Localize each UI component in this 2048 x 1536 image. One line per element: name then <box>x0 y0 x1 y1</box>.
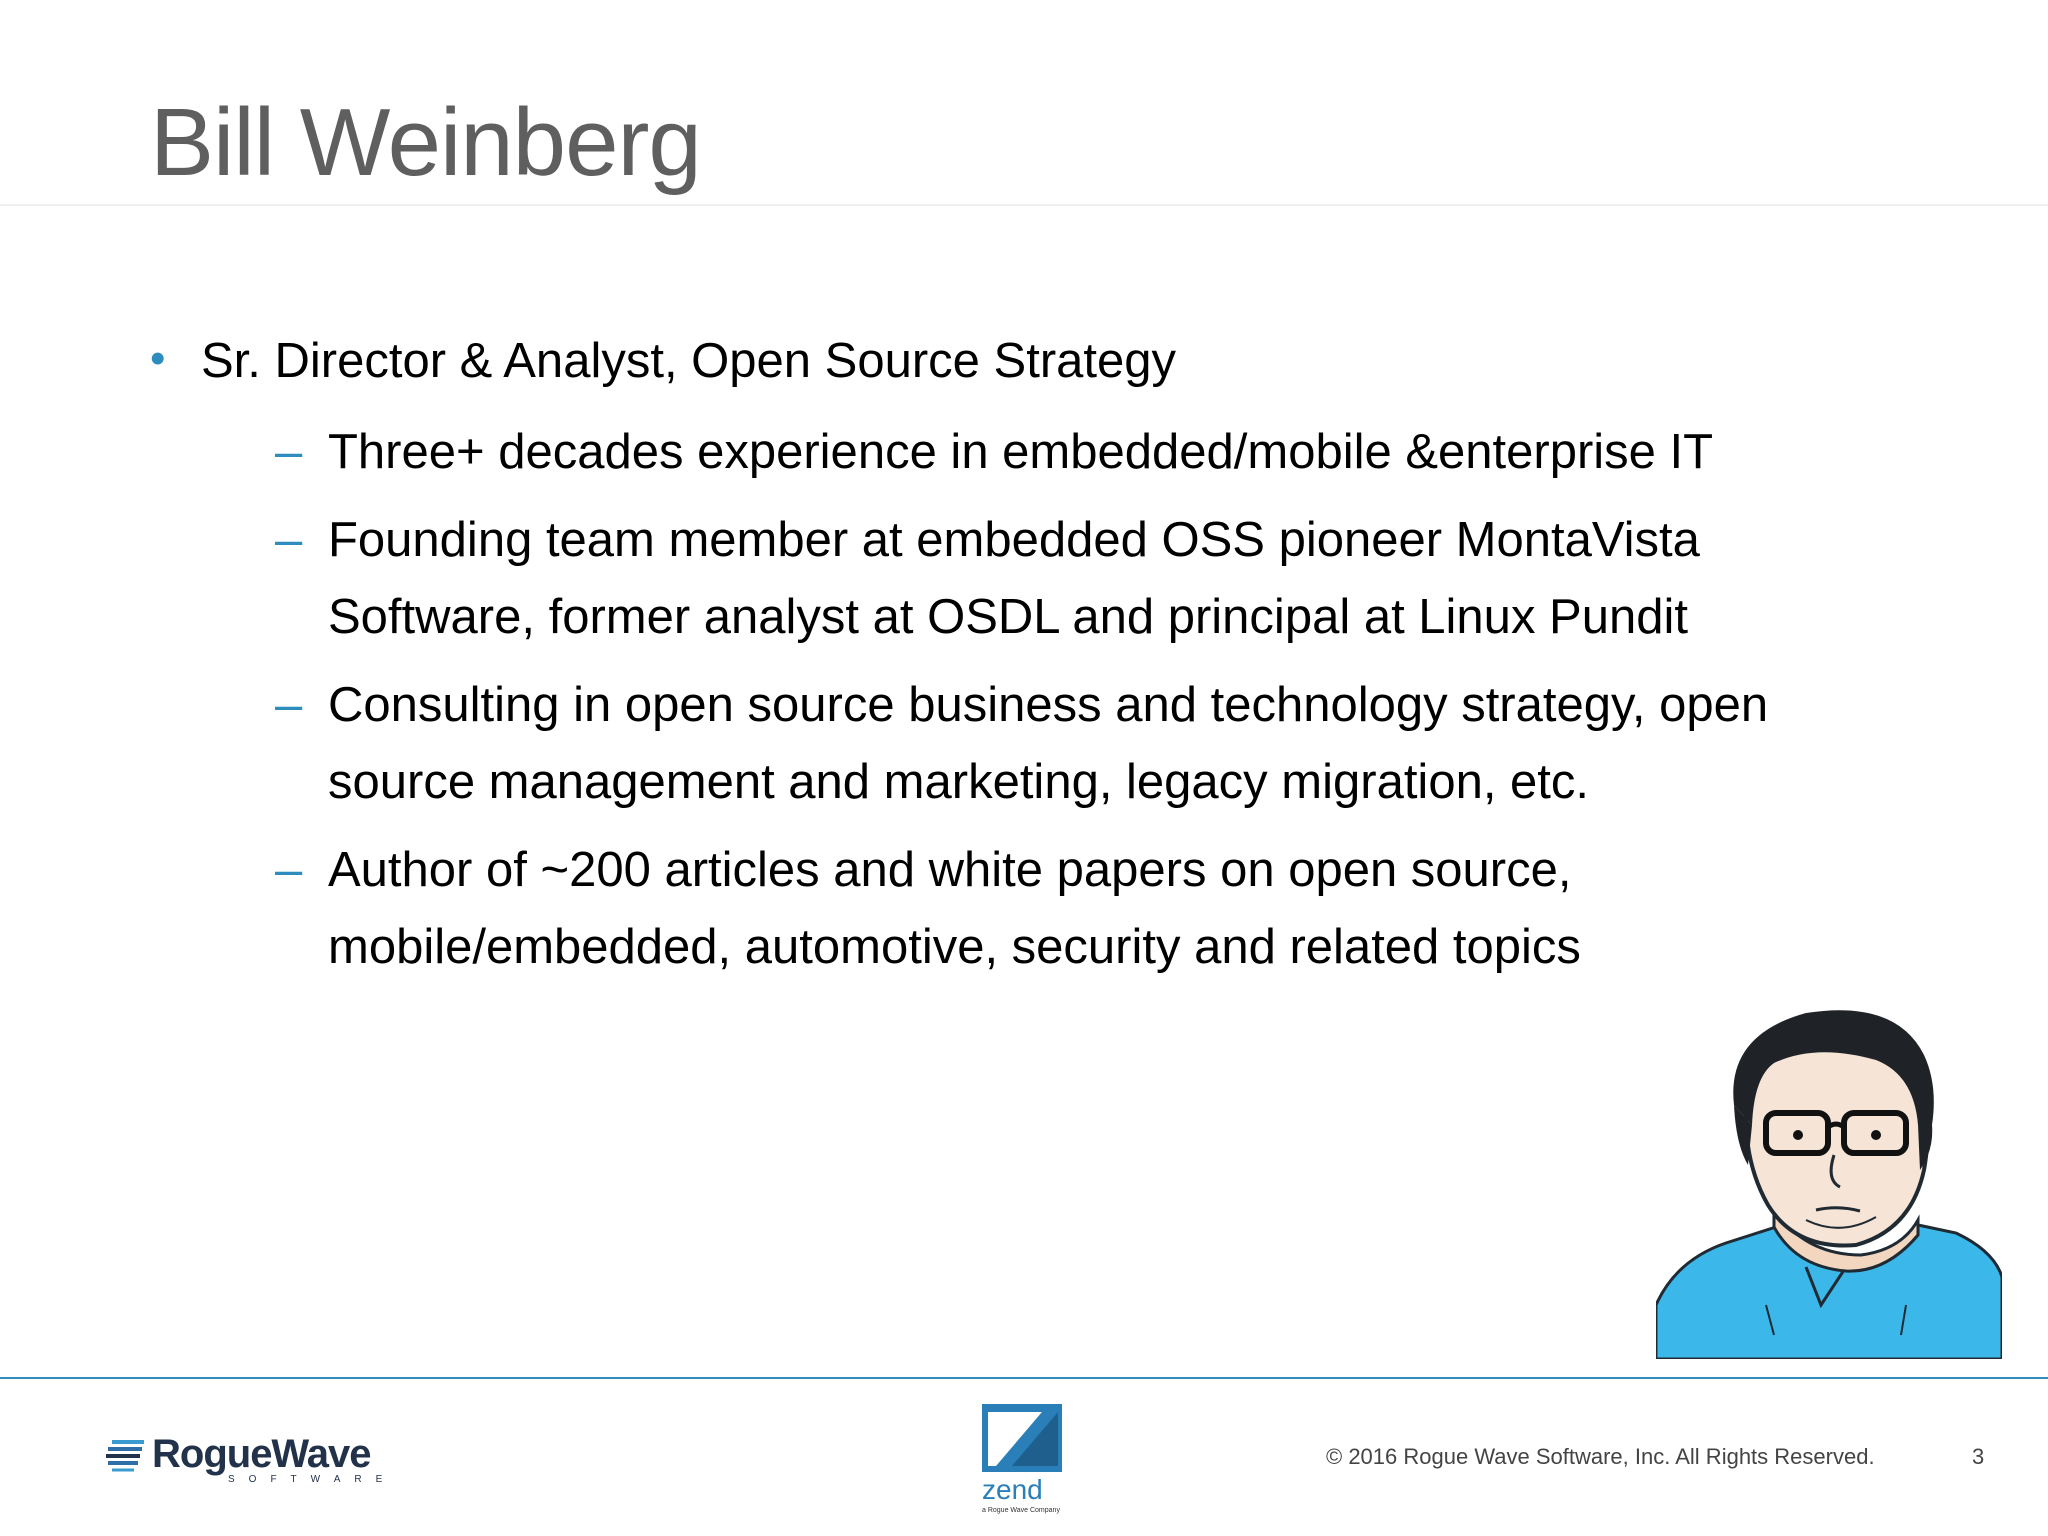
dash-marker: – <box>275 843 303 897</box>
roguewave-logo <box>104 1432 404 1488</box>
dash-marker: – <box>275 513 303 567</box>
sub-item-text: Consulting in open source business and technology strategy, open source management and marketing, legacy migration, etc. <box>328 678 1769 809</box>
zend-logo <box>980 1404 1070 1518</box>
zend-wordmark: zend <box>982 1474 1043 1505</box>
dash-marker: – <box>275 678 303 732</box>
bullet-dot: • <box>150 334 166 383</box>
slide-title: Bill Weinberg <box>150 89 701 196</box>
roguewave-subtitle: SOFTWARE <box>228 1474 397 1485</box>
zend-tagline: a Rogue Wave Company <box>982 1507 1060 1514</box>
roguewave-wordmark: RogueWave <box>152 1432 371 1476</box>
bullet-text: Sr. Director & Analyst, Open Source Strategy <box>201 334 1176 388</box>
sub-item-text: Three+ decades experience in embedded/mobile &enterprise IT <box>328 425 1714 479</box>
roguewave-mark-icon <box>104 1438 148 1472</box>
page-number: 3 <box>1972 1444 1985 1469</box>
zend-z-icon <box>982 1404 1062 1472</box>
footer-divider <box>0 1377 2048 1379</box>
sub-item-text: Founding team member at embedded OSS pioneer MontaVista Software, former analyst at OSDL and principal at Linux Pundit <box>328 513 1700 644</box>
copyright-notice: © 2016 Rogue Wave Software, Inc. All Rights Reserved. <box>1326 1444 1875 1469</box>
portrait-illustration <box>1656 1005 2002 1359</box>
title-divider <box>0 204 2048 206</box>
sub-item-text: Author of ~200 articles and white papers on open source, mobile/embedded, automotive, security and related topics <box>328 843 1581 974</box>
dash-marker: – <box>275 425 303 479</box>
